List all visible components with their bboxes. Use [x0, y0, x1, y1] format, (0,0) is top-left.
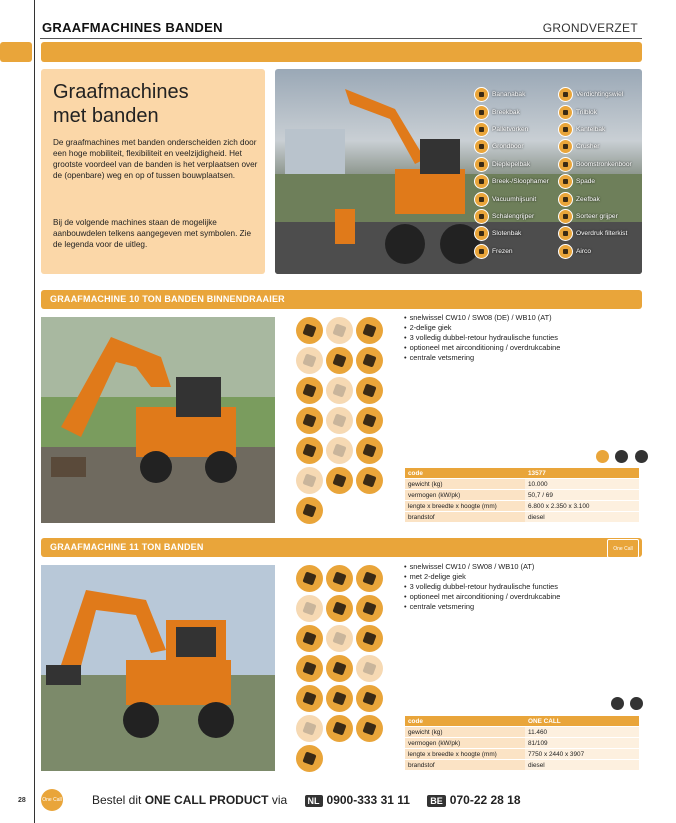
legend-item: Trilblok	[558, 103, 632, 120]
bucket-icon	[474, 87, 489, 102]
feature-item: • snelwissel CW10 / SW08 (DE) / WB10 (AT)	[404, 313, 560, 323]
order-text: Bestel dit	[92, 793, 145, 807]
legend-item: Zeefbak	[558, 190, 632, 207]
legend-item: Slotenbak	[474, 225, 549, 242]
legend-item: Schalengrijper	[474, 208, 549, 225]
machine-photo-10t	[41, 317, 275, 523]
feature-symbols	[609, 697, 643, 715]
excavator-11t-illustration	[41, 565, 275, 771]
attachment-icon	[296, 715, 323, 742]
attachment-icon	[296, 655, 323, 682]
spec-header-row: code 13577	[405, 468, 639, 479]
attachment-icon	[356, 655, 383, 682]
cabin-symbol-icon	[635, 450, 648, 463]
airco-icon	[558, 244, 573, 259]
legend-item: Vacuumhijsunit	[474, 190, 549, 207]
attachment-icon	[356, 595, 383, 622]
one-call-badge: One Call	[607, 539, 639, 558]
phone-be[interactable]: 070-22 28 18	[449, 793, 521, 807]
attachment-icon	[326, 407, 353, 434]
country-code-be: BE	[427, 795, 446, 807]
legend-item: Dieplepelbak	[474, 156, 549, 173]
attachment-icon	[296, 317, 323, 344]
feature-list	[404, 562, 560, 612]
intro-title-line2: met banden	[53, 105, 159, 127]
legend-item: Airco	[558, 243, 632, 260]
attachment-icon	[326, 347, 353, 374]
attachment-icon	[296, 437, 323, 464]
milling-icon	[474, 244, 489, 259]
attachment-icon	[296, 347, 323, 374]
attachment-icon	[326, 317, 353, 344]
attachment-icon	[326, 565, 353, 592]
attachment-icon	[296, 565, 323, 592]
feature-item: • centrale vetsmering	[404, 602, 560, 612]
attachment-icon	[296, 497, 323, 524]
clamshell-grab-icon	[474, 209, 489, 224]
attachment-icon	[326, 595, 353, 622]
feature-item: • centrale vetsmering	[404, 353, 560, 363]
attachment-icon	[356, 565, 383, 592]
airco-symbol-icon	[611, 697, 624, 710]
order-via: via	[268, 793, 288, 807]
legend-item: Sorteer grijper	[558, 208, 632, 225]
filter-box-icon	[558, 226, 573, 241]
page-margin-rule	[34, 0, 35, 823]
spec-row: brandstof diesel	[405, 512, 639, 523]
legend-column-2	[558, 86, 632, 260]
feature-item: • 3 volledig dubbel-retour hydraulische functies	[404, 333, 560, 343]
section-title: GRAAFMACHINE 11 TON BANDEN	[50, 542, 204, 552]
legend-item: Palletvorken	[474, 121, 549, 138]
breaker-bucket-icon	[474, 105, 489, 120]
legend-item: Overdruk filterkist	[558, 225, 632, 242]
compaction-wheel-icon	[558, 87, 573, 102]
hammer-icon	[474, 174, 489, 189]
deep-bucket-icon	[474, 157, 489, 172]
vacuum-lifter-icon	[474, 192, 489, 207]
intro-title-line1: Graafmachines	[53, 81, 189, 103]
legend-column-1	[474, 86, 549, 260]
legend-item: Breek-/Sloophamer	[474, 173, 549, 190]
feature-item: • optioneel met airconditioning / overdrukcabine	[404, 592, 560, 602]
pallet-fork-icon	[474, 122, 489, 137]
screening-bucket-icon	[558, 192, 573, 207]
attachment-icon	[356, 467, 383, 494]
legend-item: Breekbak	[474, 103, 549, 120]
feature-item: • met 2-delige giek	[404, 572, 560, 582]
auger-icon	[474, 139, 489, 154]
attachment-icon	[296, 745, 323, 772]
spec-row: vermogen (kW/pk) 50,7 / 69	[405, 490, 639, 501]
excavator-10t-illustration	[41, 317, 275, 523]
attachment-icon	[296, 377, 323, 404]
attachment-icon	[296, 685, 323, 712]
spec-row: gewicht (kg) 10.000	[405, 479, 639, 490]
legend-item: Spade	[558, 173, 632, 190]
sorting-grab-icon	[558, 209, 573, 224]
attachment-icon	[296, 467, 323, 494]
feature-item: • optioneel met airconditioning / overdrukcabine	[404, 343, 560, 353]
spec-row: lengte x breedte x hoogte (mm) 7750 x 2440 x 3907	[405, 749, 639, 760]
spec-row: brandstof diesel	[405, 760, 639, 771]
attachment-icon	[356, 407, 383, 434]
attachment-icon	[326, 655, 353, 682]
vibratory-plate-icon	[558, 105, 573, 120]
attachment-icon	[296, 595, 323, 622]
country-code-nl: NL	[305, 795, 323, 807]
attachment-icon	[326, 437, 353, 464]
spade-icon	[558, 174, 573, 189]
section-title: GRAAFMACHINE 10 TON BANDEN BINNENDRAAIER	[50, 294, 285, 304]
spec-header-row: code ONE CALL	[405, 716, 639, 727]
category-label: GRONDVERZET	[542, 21, 638, 35]
intro-title	[53, 80, 258, 128]
attachment-icon	[326, 625, 353, 652]
legend-item: Kantelbak	[558, 121, 632, 138]
attachment-icon	[356, 437, 383, 464]
page-number: 28	[18, 797, 26, 804]
order-line	[92, 793, 521, 807]
legend-item: Boomstronkenboor	[558, 156, 632, 173]
ditch-bucket-icon	[474, 226, 489, 241]
stump-drill-icon	[558, 157, 573, 172]
page-title: GRAAFMACHINES BANDEN	[42, 20, 223, 35]
tilt-bucket-icon	[558, 122, 573, 137]
attachment-icon	[296, 407, 323, 434]
attachment-icon	[356, 347, 383, 374]
legend-item: Grondboor	[474, 138, 549, 155]
attachment-icon	[356, 317, 383, 344]
legend-item: Bananabak	[474, 86, 549, 103]
one-call-logo: One Call	[41, 789, 63, 811]
feature-item: • snelwissel CW10 / SW08 / WB10 (AT)	[404, 562, 560, 572]
feature-symbols	[594, 450, 648, 468]
phone-nl[interactable]: 0900-333 31 11	[326, 793, 410, 807]
attachment-icon	[326, 377, 353, 404]
spec-table	[405, 716, 639, 771]
spec-row: lengte x breedte x hoogte (mm) 6.800 x 2.350 x 3.100	[405, 501, 639, 512]
attachment-grid-11t	[296, 565, 385, 774]
intro-paragraph-2: Bij de volgende machines staan de mogelijke aanbouwdelen telkens aangegeven met symbolen. Zie de legenda voor de uitleg.	[53, 218, 251, 249]
spec-table	[405, 468, 639, 523]
one-call-symbol-icon	[596, 450, 609, 463]
hero-photo	[275, 69, 642, 274]
header-tab-left	[0, 42, 32, 62]
cabin-symbol-icon	[630, 697, 643, 710]
legend-item: Verdichtingswiel	[558, 86, 632, 103]
airco-symbol-icon	[615, 450, 628, 463]
feature-item: • 2-delige giek	[404, 323, 560, 333]
legend-item: Crusher	[558, 138, 632, 155]
intro-paragraph-1: De graafmachines met banden onderscheiden zich door een hoge mobiliteit, flexibiliteit en veelzijdigheid. Het grootste voordeel van de banden is het verplaatsen over de (openbare) weg en op of tussen bouwplaatsen.	[53, 138, 258, 180]
legend-item: Frezen	[474, 243, 549, 260]
spec-row: vermogen (kW/pk) 81/109	[405, 738, 639, 749]
feature-item: • 3 volledig dubbel-retour hydraulische functies	[404, 582, 560, 592]
crusher-icon	[558, 139, 573, 154]
header-band	[41, 42, 642, 62]
attachment-icon	[356, 377, 383, 404]
feature-list	[404, 313, 560, 363]
attachment-icon	[326, 685, 353, 712]
attachment-icon	[356, 715, 383, 742]
attachment-icon	[356, 625, 383, 652]
machine-photo-11t	[41, 565, 275, 771]
order-product: ONE CALL PRODUCT	[144, 793, 269, 807]
attachment-icon	[326, 467, 353, 494]
attachment-grid-10t	[296, 317, 385, 526]
attachment-icon	[356, 685, 383, 712]
header-divider	[40, 38, 642, 39]
attachment-icon	[326, 715, 353, 742]
spec-row: gewicht (kg) 11.460	[405, 727, 639, 738]
attachment-icon	[296, 625, 323, 652]
